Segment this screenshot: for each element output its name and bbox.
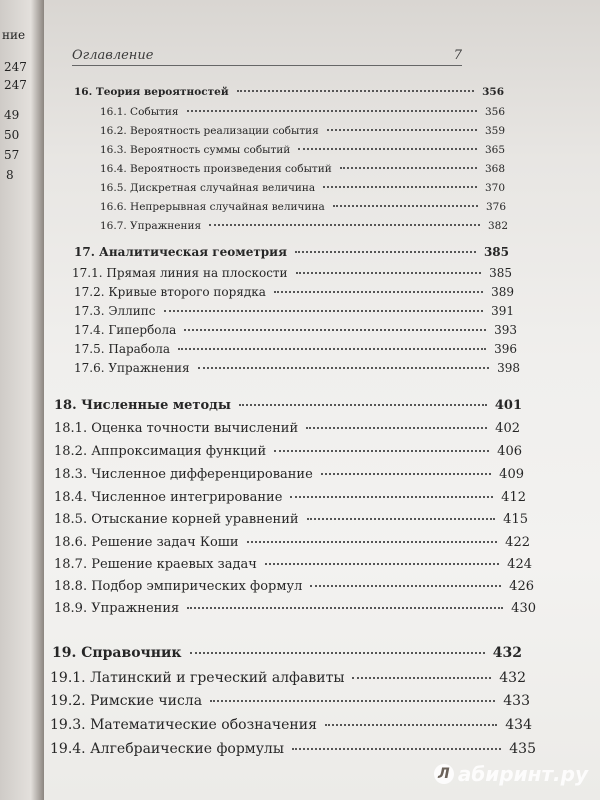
toc-section <box>50 693 530 709</box>
toc-page-number: 401 <box>494 398 522 413</box>
toc-section <box>100 163 505 175</box>
toc-chapter <box>74 86 504 98</box>
toc-title: 19.3. Математические обозначения <box>50 717 317 733</box>
dot-leader <box>310 585 501 587</box>
toc-section <box>74 304 514 318</box>
toc-section <box>54 490 526 505</box>
toc-title: 16. Теория вероятностей <box>74 86 229 98</box>
toc-chapter <box>52 645 522 661</box>
toc-section <box>50 717 532 733</box>
labirint-logo-icon: Л <box>434 764 454 784</box>
left-fragment: 247 <box>4 78 27 92</box>
toc-section <box>74 342 517 356</box>
toc-page-number: 430 <box>511 601 536 616</box>
toc-section <box>50 741 536 757</box>
toc-section <box>54 421 520 436</box>
toc-title: 18.6. Решение задач Коши <box>54 535 239 550</box>
toc-section <box>100 201 506 213</box>
toc-page-number: 433 <box>503 693 530 709</box>
toc-title: 18.4. Численное интегрирование <box>54 490 283 505</box>
toc-title: 18.3. Численное дифференцирование <box>54 467 313 482</box>
dot-leader <box>164 310 484 312</box>
dot-leader <box>178 348 486 350</box>
toc-page-number: 356 <box>484 106 505 118</box>
toc-title: 19.4. Алгебраические формулы <box>50 741 284 757</box>
dot-leader <box>210 700 495 702</box>
toc-section <box>72 266 512 280</box>
toc-title: 16.6. Непрерывная случайная величина <box>100 201 325 213</box>
toc-title: 17. Аналитическая геометрия <box>74 245 287 259</box>
dot-leader <box>274 291 483 293</box>
dot-leader <box>198 367 490 369</box>
toc-page-number: 396 <box>494 342 517 356</box>
dot-leader <box>323 186 477 188</box>
dot-leader <box>274 450 489 452</box>
toc-page-number: 391 <box>491 304 514 318</box>
toc-title: 16.3. Вероятность суммы событий <box>100 144 291 156</box>
toc-page-number: 368 <box>484 163 505 175</box>
toc-page-number: 435 <box>509 741 536 757</box>
left-page-edge <box>0 0 44 800</box>
dot-leader <box>306 427 487 429</box>
dot-leader <box>327 129 477 131</box>
toc-page-number: 365 <box>484 144 505 156</box>
toc-title: 18.7. Решение краевых задач <box>54 557 257 572</box>
toc-section <box>74 361 520 375</box>
toc-page-number: 359 <box>484 125 505 137</box>
dot-leader <box>184 329 486 331</box>
toc-page-number: 409 <box>499 467 524 482</box>
toc-title: 19.2. Римские числа <box>50 693 203 709</box>
toc-page-number: 432 <box>492 645 522 661</box>
toc-page-number: 356 <box>482 86 504 98</box>
toc-page-number: 382 <box>487 220 508 232</box>
dot-leader <box>307 518 496 520</box>
toc-title: 18.2. Аппроксимация функций <box>54 444 267 459</box>
toc-title: 18. Численные методы <box>54 398 231 413</box>
running-header <box>72 48 462 66</box>
toc-page-number: 424 <box>507 557 532 572</box>
toc-title: 19. Справочник <box>52 645 182 661</box>
toc-section <box>100 106 505 118</box>
toc-section <box>100 182 505 194</box>
toc-page-number: 422 <box>505 535 530 550</box>
toc-page-number: 415 <box>503 512 528 527</box>
toc-page-number: 389 <box>491 285 514 299</box>
toc-section <box>74 323 517 337</box>
toc-title: 17.3. Эллипс <box>74 304 156 318</box>
left-fragment: 57 <box>4 148 20 162</box>
toc-page-number: 426 <box>509 579 534 594</box>
toc-page-number: 432 <box>499 670 526 686</box>
dot-leader <box>340 167 477 169</box>
toc-page-number: 385 <box>489 266 512 280</box>
toc-page-number: 412 <box>501 490 526 505</box>
left-fragment: 50 <box>4 128 20 142</box>
dot-leader <box>325 724 497 726</box>
toc-section <box>54 444 522 459</box>
dot-leader <box>290 496 493 498</box>
dot-leader <box>321 473 491 475</box>
toc-section <box>54 557 532 572</box>
toc-page-number: 385 <box>483 245 509 259</box>
watermark-text: абиринт.ру <box>457 762 588 786</box>
toc-title: 19.1. Латинский и греческий алфавиты <box>50 670 345 686</box>
dot-leader <box>352 677 491 679</box>
toc-section <box>54 512 528 527</box>
toc-section <box>100 125 505 137</box>
dot-leader <box>247 541 498 543</box>
toc-page-number: 398 <box>497 361 520 375</box>
toc-title: 17.2. Кривые второго порядка <box>74 285 266 299</box>
toc-title: 16.1. События <box>100 106 179 118</box>
header-title: Оглавление <box>72 48 154 63</box>
toc-section <box>100 144 505 156</box>
toc-section <box>74 285 514 299</box>
left-fragment: 8 <box>6 168 14 182</box>
toc-section <box>54 535 530 550</box>
dot-leader <box>237 90 474 92</box>
header-page-number: 7 <box>453 48 462 63</box>
toc-title: 16.4. Вероятность произведения событий <box>100 163 332 175</box>
toc-title: 18.1. Оценка точности вычислений <box>54 421 299 436</box>
dot-leader <box>265 563 499 565</box>
dot-leader <box>190 652 485 654</box>
toc-page-number: 370 <box>484 182 505 194</box>
toc-page-number: 406 <box>497 444 522 459</box>
toc-title: 18.5. Отыскание корней уравнений <box>54 512 299 527</box>
dot-leader <box>239 404 487 406</box>
toc-title: 16.2. Вероятность реализации события <box>100 125 319 137</box>
toc-title: 18.8. Подбор эмпирических формул <box>54 579 303 594</box>
left-fragment: 49 <box>4 108 20 122</box>
toc-section <box>54 579 534 594</box>
dot-leader <box>333 205 478 207</box>
dot-leader <box>187 607 503 609</box>
toc-section <box>100 220 508 232</box>
left-fragment: 247 <box>4 60 27 74</box>
toc-title: 17.5. Парабола <box>74 342 171 356</box>
toc-section <box>50 670 526 686</box>
toc-section <box>54 467 524 482</box>
dot-leader <box>295 251 476 253</box>
toc-title: 16.7. Упражнения <box>100 220 202 232</box>
dot-leader <box>298 148 477 150</box>
toc-page-number: 402 <box>495 421 520 436</box>
toc-title: 17.6. Упражнения <box>74 361 190 375</box>
dot-leader <box>187 110 477 112</box>
toc-page-number: 434 <box>505 717 532 733</box>
toc-title: 18.9. Упражнения <box>54 601 180 616</box>
toc-chapter <box>54 398 522 413</box>
toc-page-number: 393 <box>494 323 517 337</box>
book-page <box>44 0 600 800</box>
toc-title: 17.4. Гипербола <box>74 323 177 337</box>
toc-title: 16.5. Дискретная случайная величина <box>100 182 316 194</box>
toc-section <box>54 601 536 616</box>
toc-page-number: 376 <box>485 201 506 213</box>
left-fragment: ние <box>2 28 26 42</box>
dot-leader <box>292 748 501 750</box>
dot-leader <box>296 272 482 274</box>
labirint-watermark <box>434 762 588 786</box>
dot-leader <box>209 224 480 226</box>
toc-title: 17.1. Прямая линия на плоскости <box>72 266 288 280</box>
toc-chapter <box>74 245 509 259</box>
